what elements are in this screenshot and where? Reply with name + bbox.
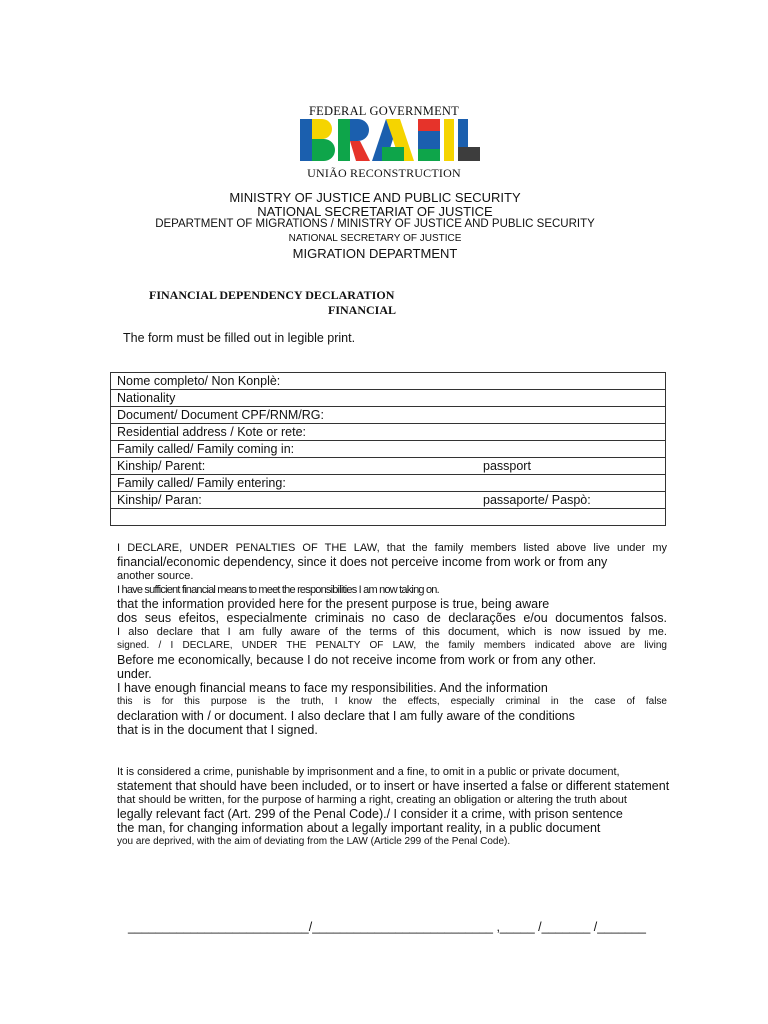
kinship-passport-field[interactable] (111, 492, 666, 509)
crime-line: statement that should have been included, or to insert or have inserted a false or different statement (117, 779, 670, 793)
declaration-line: financial/economic dependency, since it does not perceive income from work or from any (117, 555, 608, 569)
declaration-line: under. (117, 667, 152, 681)
field-label: Residential address / Kote or rete: (117, 425, 306, 439)
document-field[interactable] (111, 407, 666, 424)
address-field[interactable] (111, 424, 666, 441)
field-label: Nationality (117, 391, 176, 405)
crime-line: you are deprived, with the aim of deviating from the LAW (Article 299 of the Penal Code). (117, 836, 511, 847)
passport-label: passaporte/ Paspò: (483, 493, 591, 507)
crime-line: the man, for changing information about a legally important reality, in a public document (117, 821, 601, 835)
field-label: Document/ Document CPF/RNM/RG: (117, 408, 324, 422)
declaration-line: Before me economically, because I do not receive income from work or from any other. (117, 653, 597, 667)
kinship-field[interactable] (111, 458, 666, 475)
table-row (111, 441, 666, 458)
crime-line: legally relevant fact (Art. 299 of the Penal Code)./ I consider it a crime, with prison sentence (117, 807, 623, 821)
declaration-line: I have sufficient financial means to meet the responsibilities I am now taking on. (117, 584, 439, 596)
secretary-title: NATIONAL SECRETARY OF JUSTICE (288, 233, 462, 244)
declaration-line: this is for this purpose is the truth, I know the effects, especially criminal in the case of false (117, 696, 667, 707)
table-row (111, 373, 666, 390)
declaration-line: I DECLARE, UNDER PENALTIES OF THE LAW, that the family members listed above live under my (117, 542, 667, 554)
passport-label: passport (483, 459, 531, 473)
declaration-line: dos seus efeitos, especialmente criminais no caso de declarações e/ou documentos falsos. (117, 611, 667, 625)
form-instructions: The form must be filled out in legible print. (123, 331, 356, 345)
field-label: Family called/ Family entering: (117, 476, 286, 490)
secretariat-title: NATIONAL SECRETARIAT OF JUSTICE (257, 204, 493, 219)
declaration-line: declaration with / or document. I also declare that I am fully aware of the conditions (117, 709, 575, 723)
field-label: Kinship/ Parent: (117, 459, 206, 473)
migration-department-title: MIGRATION DEPARTMENT (292, 246, 458, 261)
field-label: Family called/ Family coming in: (117, 442, 295, 456)
crime-line: It is considered a crime, punishable by imprisonment and a fine, to omit in a public or private document, (117, 766, 620, 778)
table-row (111, 475, 666, 492)
declaration-line: another source. (117, 570, 194, 582)
logo-bottom-text: UNIÃO RECONSTRUCTION (307, 166, 461, 180)
field-label: Nome completo/ Non Konplè: (117, 374, 281, 388)
form-subtitle: FINANCIAL (328, 303, 397, 317)
table-row (111, 424, 666, 441)
declaration-line: signed. / I DECLARE, UNDER THE PENALTY OF LAW, the family members indicated above are living (117, 640, 667, 651)
table-row (111, 390, 666, 407)
nationality-field[interactable] (111, 390, 666, 407)
crime-line: that should be written, for the purpose of harming a right, creating an obligation or altering the truth about (117, 794, 627, 806)
declaration-line: I also declare that I am fully aware of the terms of this document, which is now issued by me. (117, 626, 667, 638)
field-label: Kinship/ Paran: (117, 493, 202, 507)
full-name-field[interactable] (111, 373, 666, 390)
personal-info-table (110, 372, 666, 526)
table-row (111, 458, 666, 475)
signature-date-line[interactable]: __________________________/__________________________ ,_____ /_______ /_______ (128, 920, 646, 934)
table-row (111, 509, 666, 526)
ministry-title: MINISTRY OF JUSTICE AND PUBLIC SECURITY (229, 190, 521, 205)
department-title: DEPARTMENT OF MIGRATIONS / MINISTRY OF JUSTICE AND PUBLIC SECURITY (155, 218, 595, 230)
blank-field[interactable] (111, 509, 666, 526)
declaration-line: I have enough financial means to face my responsibilities. And the information (117, 681, 548, 695)
declaration-line: that is in the document that I signed. (117, 723, 318, 737)
declaration-paragraph (117, 541, 667, 737)
logo-top-text: FEDERAL GOVERNMENT (308, 104, 459, 118)
table-row (111, 407, 666, 424)
table-row (111, 492, 666, 509)
form-title: FINANCIAL DEPENDENCY DECLARATION (149, 288, 395, 302)
brasil-logo (300, 119, 480, 161)
family-called-field[interactable] (111, 441, 666, 458)
declaration-line: that the information provided here for the present purpose is true, being aware (117, 597, 550, 611)
family-entering-field[interactable] (111, 475, 666, 492)
crime-warning-paragraph (117, 765, 670, 849)
